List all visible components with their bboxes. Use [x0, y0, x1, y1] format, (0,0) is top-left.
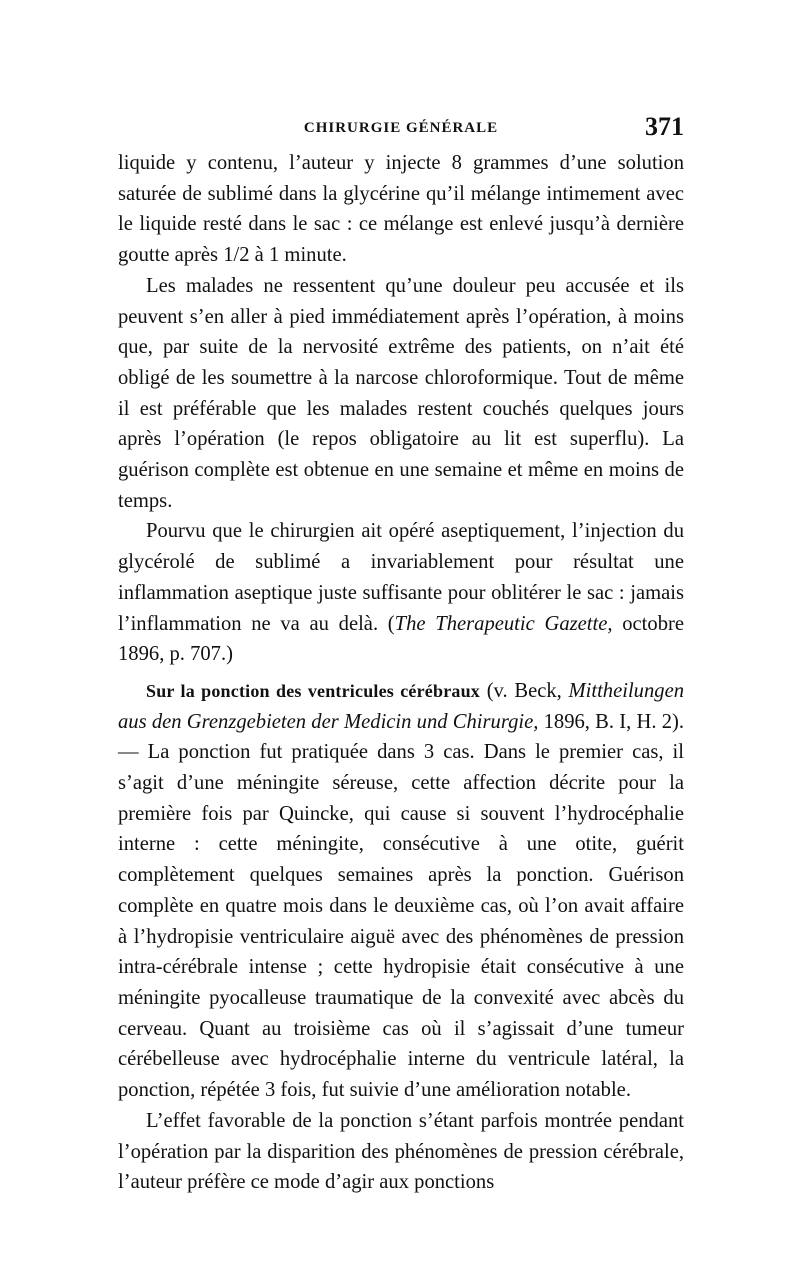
- page-header: [118, 112, 684, 146]
- paragraph-inflammation: [118, 516, 684, 670]
- page-number: 371: [645, 112, 684, 141]
- journal-citation: Mittheilungen aus den Grenzgebieten der Medicin und Chirurgie,: [118, 679, 685, 733]
- citation-tail: octobre 1896, p. 707.): [118, 612, 684, 666]
- paragraph-continuation: liquide y contenu, l’auteur y injecte 8 grammes d’une solution saturée de sublimé dans la glycérine qu’il mélange intimement avec le liquide resté dans le sac : ce mélange est enlevé jusqu’à dernière goutte après 1/2 à 1 minute.: [118, 152, 684, 267]
- paragraph-ventricle-puncture: [118, 676, 684, 1106]
- page-body: [118, 148, 684, 1198]
- paragraph-favorable-effect: L’effet favorable de la ponction s’étant parfois montrée pendant l’opération par la disparition des phénomènes de pression cérébrale, l’auteur préfère ce mode d’agir aux ponctions: [118, 1109, 684, 1194]
- source-citation: The Therapeutic Gazette,: [394, 612, 613, 635]
- author-reference: (v. Beck,: [480, 679, 569, 702]
- paragraph-recovery: Les malades ne ressentent qu’une douleur peu accusée et ils peuvent s’en aller à pied immédiatement après l’opération, à moins que, par suite de la nervosité extrême des patients, on n’ait été obligé de les soumettre à la narcose chloroformique. Tout de même il est préférable que les malades restent couchés quelques jours après l’opération (le repos obligatoire au lit est superflu). La guérison complète est obtenue en une semaine et même en moins de temps.: [118, 274, 684, 512]
- paragraph-text: 1896, B. I, H. 2). — La ponction fut pratiquée dans 3 cas. Dans le premier cas, il s’agit d’une méningite séreuse, cette affection décrite pour la première fois par Quincke, qui cause si souvent l’hydrocéphalie interne : cette méningite, consécutive à une otite, guérit complètement quelques semaines après la ponction. Guérison complète en quatre mois dans le deuxième cas, où l’on avait affaire à l’hydropisie ventriculaire aiguë avec des phénomènes de pression intra-cérébrale intense ; cette hydropisie était consécutive à une méningite pyocalleuse traumatique de la convexité avec abcès du cerveau. Quant au troisième cas où il s’agissait d’une tumeur cérébelleuse avec hydrocéphalie interne du ventricule latéral, la ponction, répétée 3 fois, fut suivie d’une amélioration notable.: [118, 710, 685, 1102]
- section-title: Sur la ponction des ventricules cérébraux: [146, 680, 481, 701]
- running-title: CHIRURGIE GÉNÉRALE: [303, 120, 499, 136]
- paragraph-text: Pourvu que le chirurgien ait opéré aseptiquement, l’injection du glycérolé de sublimé a invariablement pour résultat une inflammation aseptique juste suffisante pour oblitérer le sac : jamais l’inflammation ne va au delà. (: [118, 520, 684, 635]
